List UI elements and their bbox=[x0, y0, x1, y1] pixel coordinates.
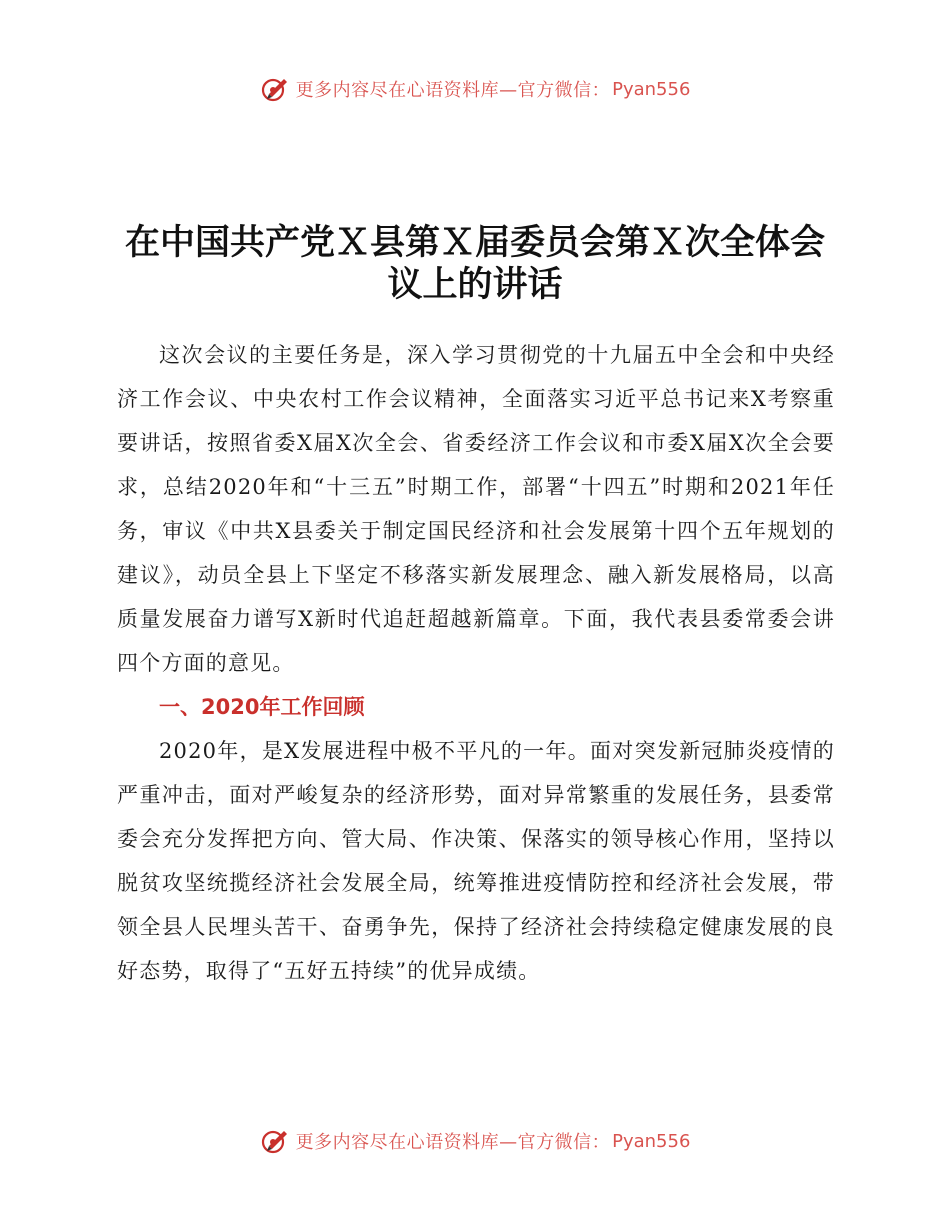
title-line-1: 在中国共产党Ｘ县第Ｘ届委员会第Ｘ次全体会 bbox=[124, 222, 825, 263]
pen-logo-icon bbox=[260, 1126, 290, 1156]
section-review-paragraph: 2020年，是X发展进程中极不平凡的一年。面对突发新冠肺炎疫情的严重冲击，面对严峻复杂的经济形势，面对异常繁重的发展任务，县委常委会充分发挥把方向、管大局、作决策、保落实的领导核心作用，坚持以脱贫攻坚统揽经济社会发展全局，统筹推进疫情防控和经济社会发展，带领全县人民埋头苦干、奋勇争先，保持了经济社会持续稳定健康发展的良好态势，取得了“五好五持续”的优异成绩。 bbox=[117, 739, 835, 983]
footer-watermark bbox=[0, 1126, 950, 1156]
watermark-text: 更多内容尽在心语资料库—官方微信： bbox=[295, 80, 611, 101]
intro-paragraph: 这次会议的主要任务是，深入学习贯彻党的十九届五中全会和中央经济工作会议、中央农村工作会议精神，全面落实习近平总书记来X考察重要讲话，按照省委X届X次全会、省委经济工作会议和市委X届X次全会要求，总结2020年和“十三五”时期工作，部署“十四五”时期和2021年任务，审议《中共X县委关于制定国民经济和社会发展第十四个五年规划的建议》，动员全县上下坚定不移落实新发展理念、融入新发展格局，以高质量发展奋力谱写X新时代追赶超越新篇章。下面，我代表县委常委会讲四个方面的意见。 bbox=[117, 343, 835, 675]
header-watermark bbox=[0, 74, 950, 104]
section-heading-review: 一、2020年工作回顾 bbox=[159, 695, 365, 719]
watermark-text: 更多内容尽在心语资料库—官方微信： bbox=[295, 1132, 611, 1153]
watermark-wechat-id: Pyan556 bbox=[612, 78, 691, 100]
document-body bbox=[117, 333, 835, 993]
pen-logo-icon bbox=[260, 74, 290, 104]
title-line-2: 议上的讲话 bbox=[387, 264, 563, 305]
watermark-wechat-id: Pyan556 bbox=[612, 1130, 691, 1152]
document-title bbox=[100, 222, 850, 306]
